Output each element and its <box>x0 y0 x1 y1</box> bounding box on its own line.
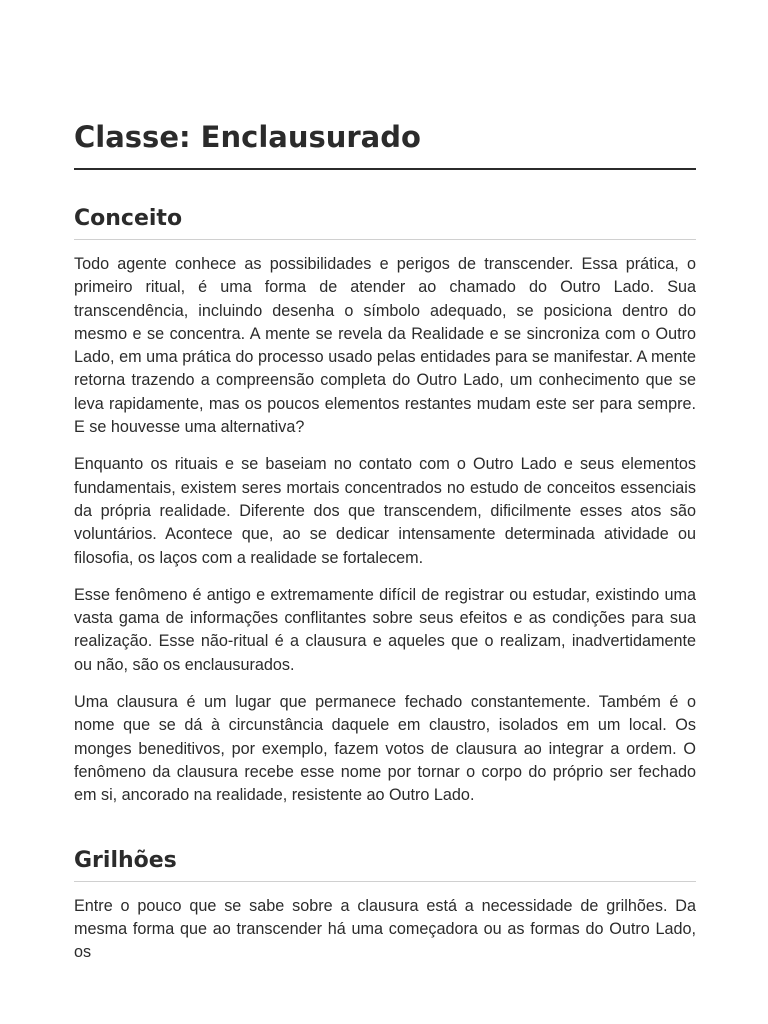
paragraph: Enquanto os rituais e se baseiam no contato com o Outro Lado e seus elementos fundamentais, existem seres mortais concentrados no estudo de conceitos essenciais da própria realidade. Diferente dos que transcendem, dificilmente esses atos são voluntários. Acontece que, ao se dedicar intensamente determinada atividade ou filosofia, os laços com a realidade se fortalecem. <box>74 455 696 567</box>
section-body-grilhoes <box>74 895 696 965</box>
paragraph: Uma clausura é um lugar que permanece fechado constantemente. Também é o nome que se dá à circunstância daquele em claustro, isolados em um local. Os monges beneditivos, por exemplo, fazem votos de clausura ao integrar a ordem. O fenômeno da clausura recebe esse nome por tornar o corpo do próprio ser fechado em si, ancorado na realidade, resistente ao Outro Lado. <box>74 693 696 805</box>
section-grilhoes <box>74 846 696 965</box>
section-heading-conceito: Conceito <box>74 204 696 240</box>
document-page <box>74 118 696 964</box>
paragraph: Esse fenômeno é antigo e extremamente difícil de registrar ou estudar, existindo uma vasta gama de informações conflitantes sobre seus efeitos e as condições para sua realização. Esse não-ritual é a clausura e aqueles que o realizam, inadvertidamente ou não, são os enclausurados. <box>74 585 696 674</box>
section-conceito <box>74 204 696 808</box>
section-body-conceito <box>74 253 696 808</box>
paragraph: Todo agente conhece as possibilidades e perigos de transcender. Essa prática, o primeiro ritual, é uma forma de atender ao chamado do Outro Lado. Sua transcendência, incluindo desenha o símbolo adequado, se posiciona dentro do mesmo e se concentra. A mente se revela da Realidade e se sincroniza com o Outro Lado, em uma prática do processo usado pelas entidades para se manifestar. A mente retorna trazendo a compreensão completa do Outro Lado, um conhecimento que se leva rapidamente, mas os poucos elementos restantes mudam este ser para sempre. E se houvesse uma alternativa? <box>74 255 696 437</box>
section-heading-grilhoes: Grilhões <box>74 846 696 882</box>
document-title: Classe: Enclausurado <box>74 118 696 170</box>
paragraph: Entre o pouco que se sabe sobre a clausura está a necessidade de grilhões. Da mesma forma que ao transcender há uma começadora ou as formas do Outro Lado, os <box>74 896 696 962</box>
